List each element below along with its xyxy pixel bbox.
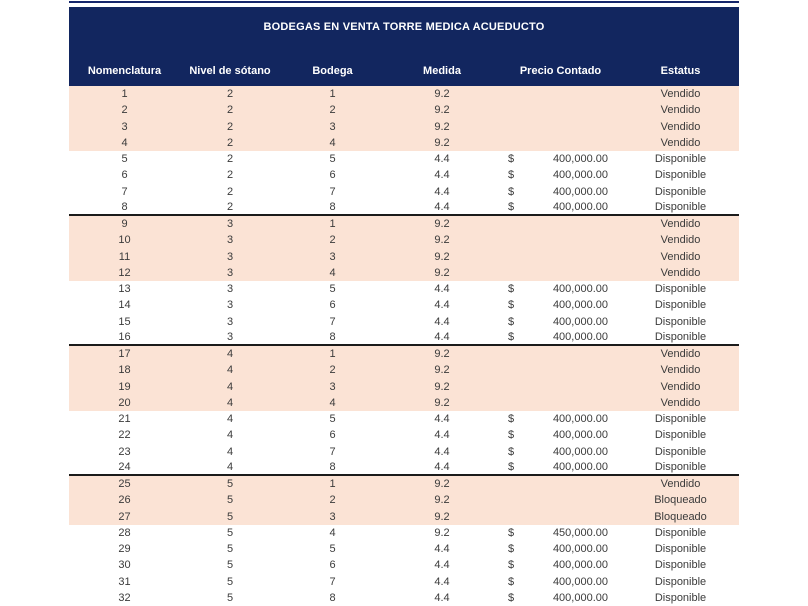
table-row: [69, 249, 739, 265]
table-row: [69, 86, 739, 102]
table-row: [69, 314, 739, 330]
cell-medida: 9.2: [434, 120, 450, 133]
cell-precio-contado: [499, 592, 622, 604]
cell-bodega: 6: [329, 299, 336, 312]
cell-medida: 4.4: [434, 283, 450, 296]
cell-nomenclatura: 32: [118, 591, 131, 604]
cell-nomenclatura: 10: [118, 234, 131, 247]
currency-symbol: $: [508, 575, 515, 588]
currency-symbol: $: [508, 315, 515, 328]
cell-nomenclatura: 18: [118, 364, 131, 377]
price-amount: 400,000.00: [552, 575, 608, 588]
cell-nivel: 4: [226, 380, 234, 393]
cell-estatus: Disponible: [654, 591, 707, 604]
cell-nivel: 3: [226, 315, 234, 328]
cell-nomenclatura: 11: [118, 250, 131, 263]
cell-nomenclatura: 4: [121, 136, 128, 149]
cell-nomenclatura: 14: [118, 299, 131, 312]
column-header-precio-contado: Precio Contado: [519, 65, 602, 77]
cell-estatus: Vendido: [660, 250, 701, 263]
table-row: [69, 460, 739, 476]
table-row: [69, 216, 739, 232]
cell-nivel: 5: [226, 591, 234, 604]
cell-bodega: 8: [329, 591, 336, 604]
table-row: [69, 509, 739, 525]
cell-bodega: 7: [329, 315, 336, 328]
cell-bodega: 2: [329, 364, 336, 377]
cell-estatus: Vendido: [660, 136, 701, 149]
currency-symbol: $: [508, 543, 515, 556]
cell-nomenclatura: 1: [121, 88, 128, 101]
cell-bodega: 8: [329, 460, 336, 473]
cell-nivel: 4: [226, 364, 234, 377]
cell-medida: 4.4: [434, 543, 450, 556]
currency-symbol: $: [508, 153, 515, 166]
cell-precio-contado: [499, 576, 622, 588]
cell-estatus: Bloqueado: [654, 510, 707, 523]
cell-estatus: Disponible: [654, 185, 707, 198]
cell-nivel: 3: [226, 299, 234, 312]
currency-symbol: $: [508, 283, 515, 296]
cell-precio-contado: [499, 186, 622, 198]
cell-estatus: Vendido: [660, 234, 701, 247]
currency-symbol: $: [508, 559, 515, 572]
cell-precio-contado: [499, 316, 622, 328]
table-row: [69, 557, 739, 573]
table-header: [69, 7, 739, 86]
cell-precio-contado: [499, 446, 622, 458]
price-amount: 400,000.00: [552, 315, 608, 328]
cell-estatus: Vendido: [660, 364, 701, 377]
cell-nivel: 2: [226, 169, 234, 182]
price-amount: 400,000.00: [552, 200, 608, 213]
price-amount: 400,000.00: [552, 543, 608, 556]
cell-nomenclatura: 28: [118, 526, 131, 539]
cell-estatus: Vendido: [660, 88, 701, 101]
cell-medida: 9.2: [434, 478, 450, 491]
table-row: [69, 167, 739, 183]
cell-medida: 4.4: [434, 413, 450, 426]
currency-symbol: $: [508, 526, 515, 539]
price-amount: 400,000.00: [552, 429, 608, 442]
cell-nomenclatura: 23: [118, 445, 131, 458]
cell-estatus: Vendido: [660, 104, 701, 117]
cell-medida: 9.2: [434, 526, 450, 539]
column-header-medida: Medida: [423, 65, 461, 77]
price-amount: 400,000.00: [552, 299, 608, 312]
cell-bodega: 6: [329, 559, 336, 572]
cell-precio-contado: [499, 527, 622, 539]
cell-nivel: 3: [226, 250, 234, 263]
cell-estatus: Disponible: [654, 315, 707, 328]
cell-estatus: Disponible: [654, 153, 707, 166]
price-amount: 400,000.00: [552, 559, 608, 572]
cell-bodega: 4: [329, 136, 336, 149]
price-amount: 400,000.00: [552, 169, 608, 182]
cell-estatus: Disponible: [654, 429, 707, 442]
cell-nivel: 2: [226, 153, 234, 166]
cell-bodega: 2: [329, 234, 336, 247]
cell-bodega: 3: [329, 510, 336, 523]
column-header-bodega: Bodega: [312, 65, 353, 77]
table-row: [69, 379, 739, 395]
price-amount: 400,000.00: [552, 460, 608, 473]
column-header-nivel-de-sotano: Nivel de sótano: [189, 65, 271, 77]
cell-nomenclatura: 3: [121, 120, 128, 133]
cell-bodega: 7: [329, 445, 336, 458]
cell-precio-contado: [499, 201, 622, 213]
currency-symbol: $: [508, 460, 515, 473]
cell-medida: 9.2: [434, 494, 450, 507]
cell-estatus: Disponible: [654, 575, 707, 588]
table-row: [69, 102, 739, 118]
cell-nivel: 5: [226, 494, 234, 507]
cell-medida: 9.2: [434, 266, 450, 279]
cell-medida: 9.2: [434, 380, 450, 393]
cell-nomenclatura: 8: [121, 200, 128, 213]
currency-symbol: $: [508, 299, 515, 312]
cell-bodega: 1: [329, 348, 336, 361]
table-row: [69, 232, 739, 248]
cell-nivel: 5: [226, 543, 234, 556]
price-amount: 400,000.00: [552, 413, 608, 426]
cell-estatus: Vendido: [660, 348, 701, 361]
currency-symbol: $: [508, 330, 515, 343]
cell-estatus: Disponible: [654, 460, 707, 473]
table-row: [69, 297, 739, 313]
cell-precio-contado: [499, 461, 622, 473]
cell-nivel: 2: [226, 104, 234, 117]
currency-symbol: $: [508, 200, 515, 213]
cell-medida: 4.4: [434, 460, 450, 473]
table-row: [69, 362, 739, 378]
bodegas-table: [69, 0, 739, 606]
table-row: [69, 476, 739, 492]
cell-nomenclatura: 22: [118, 429, 131, 442]
cell-estatus: Disponible: [654, 169, 707, 182]
cell-precio-contado: [499, 169, 622, 181]
cell-medida: 4.4: [434, 575, 450, 588]
cell-bodega: 1: [329, 478, 336, 491]
price-amount: 400,000.00: [552, 591, 608, 604]
cell-estatus: Bloqueado: [654, 494, 707, 507]
cell-medida: 4.4: [434, 315, 450, 328]
cell-nivel: 3: [226, 234, 234, 247]
cell-nivel: 5: [226, 510, 234, 523]
table-row: [69, 574, 739, 590]
cell-bodega: 5: [329, 413, 336, 426]
cell-nomenclatura: 20: [118, 396, 131, 409]
cell-medida: 9.2: [434, 104, 450, 117]
cell-precio-contado: [499, 413, 622, 425]
cell-medida: 9.2: [434, 250, 450, 263]
cell-nomenclatura: 31: [118, 575, 131, 588]
cell-nivel: 4: [226, 413, 234, 426]
cell-nomenclatura: 26: [118, 494, 131, 507]
cell-nivel: 2: [226, 120, 234, 133]
cell-medida: 4.4: [434, 185, 450, 198]
table-title: BODEGAS EN VENTA TORRE MEDICA ACUEDUCTO: [263, 21, 545, 33]
cell-medida: 4.4: [434, 200, 450, 213]
cell-bodega: 3: [329, 250, 336, 263]
table-row: [69, 184, 739, 200]
column-header-nomenclatura: Nomenclatura: [87, 65, 162, 77]
currency-symbol: $: [508, 185, 515, 198]
cell-precio-contado: [499, 299, 622, 311]
cell-nomenclatura: 27: [118, 510, 131, 523]
cell-bodega: 2: [329, 494, 336, 507]
currency-symbol: $: [508, 413, 515, 426]
cell-nivel: 3: [226, 330, 234, 343]
cell-nivel: 2: [226, 185, 234, 198]
cell-bodega: 7: [329, 185, 336, 198]
cell-nomenclatura: 30: [118, 559, 131, 572]
cell-medida: 9.2: [434, 396, 450, 409]
price-amount: 400,000.00: [552, 185, 608, 198]
cell-bodega: 6: [329, 169, 336, 182]
table-row: [69, 590, 739, 606]
top-border-rule: [69, 1, 739, 3]
cell-estatus: Vendido: [660, 396, 701, 409]
cell-estatus: Vendido: [660, 266, 701, 279]
cell-bodega: 8: [329, 200, 336, 213]
cell-medida: 4.4: [434, 559, 450, 572]
cell-bodega: 5: [329, 283, 336, 296]
column-header-estatus: Estatus: [660, 65, 701, 77]
table-row: [69, 200, 739, 216]
cell-nivel: 2: [226, 200, 234, 213]
cell-bodega: 1: [329, 88, 336, 101]
cell-nomenclatura: 6: [121, 169, 128, 182]
cell-bodega: 8: [329, 330, 336, 343]
cell-medida: 4.4: [434, 330, 450, 343]
cell-bodega: 4: [329, 526, 336, 539]
cell-medida: 9.2: [434, 510, 450, 523]
cell-nivel: 5: [226, 526, 234, 539]
table-row: [69, 411, 739, 427]
cell-estatus: Disponible: [654, 283, 707, 296]
price-amount: 400,000.00: [552, 153, 608, 166]
cell-precio-contado: [499, 543, 622, 555]
cell-bodega: 5: [329, 153, 336, 166]
currency-symbol: $: [508, 445, 515, 458]
cell-nomenclatura: 5: [121, 153, 128, 166]
cell-nomenclatura: 15: [118, 315, 131, 328]
cell-estatus: Vendido: [660, 478, 701, 491]
cell-nivel: 5: [226, 559, 234, 572]
price-amount: 400,000.00: [552, 330, 608, 343]
cell-medida: 4.4: [434, 169, 450, 182]
table-row: [69, 151, 739, 167]
cell-medida: 4.4: [434, 591, 450, 604]
table-row: [69, 427, 739, 443]
cell-medida: 4.4: [434, 153, 450, 166]
cell-estatus: Disponible: [654, 413, 707, 426]
cell-estatus: Vendido: [660, 380, 701, 393]
table-row: [69, 330, 739, 346]
cell-estatus: Disponible: [654, 445, 707, 458]
cell-nomenclatura: 25: [118, 478, 131, 491]
price-amount: 400,000.00: [552, 445, 608, 458]
cell-bodega: 5: [329, 543, 336, 556]
cell-medida: 9.2: [434, 218, 450, 231]
table-row: [69, 265, 739, 281]
cell-nivel: 3: [226, 266, 234, 279]
cell-precio-contado: [499, 429, 622, 441]
cell-estatus: Vendido: [660, 120, 701, 133]
cell-nivel: 4: [226, 445, 234, 458]
cell-precio-contado: [499, 153, 622, 165]
price-amount: 400,000.00: [552, 283, 608, 296]
table-row: [69, 444, 739, 460]
cell-nomenclatura: 7: [121, 185, 128, 198]
cell-estatus: Disponible: [654, 299, 707, 312]
cell-nivel: 5: [226, 575, 234, 588]
cell-medida: 9.2: [434, 234, 450, 247]
cell-nomenclatura: 29: [118, 543, 131, 556]
cell-bodega: 3: [329, 120, 336, 133]
currency-symbol: $: [508, 169, 515, 182]
cell-precio-contado: [499, 283, 622, 295]
cell-bodega: 7: [329, 575, 336, 588]
table-row: [69, 135, 739, 151]
table-row: [69, 525, 739, 541]
cell-nivel: 3: [226, 218, 234, 231]
cell-medida: 9.2: [434, 364, 450, 377]
cell-nivel: 2: [226, 88, 234, 101]
cell-nomenclatura: 19: [118, 380, 131, 393]
currency-symbol: $: [508, 429, 515, 442]
table-row: [69, 395, 739, 411]
cell-nivel: 4: [226, 348, 234, 361]
cell-nivel: 5: [226, 478, 234, 491]
cell-nomenclatura: 12: [118, 266, 131, 279]
table-row: [69, 541, 739, 557]
cell-bodega: 4: [329, 266, 336, 279]
cell-precio-contado: [499, 331, 622, 343]
cell-nomenclatura: 16: [118, 330, 131, 343]
cell-nivel: 3: [226, 283, 234, 296]
cell-nivel: 4: [226, 396, 234, 409]
cell-nivel: 2: [226, 136, 234, 149]
cell-nomenclatura: 21: [118, 413, 131, 426]
column-header-row: [69, 65, 739, 77]
cell-medida: 9.2: [434, 88, 450, 101]
cell-nomenclatura: 17: [118, 348, 131, 361]
cell-nomenclatura: 24: [118, 460, 131, 473]
cell-medida: 4.4: [434, 445, 450, 458]
table-body: [69, 86, 739, 606]
table-row: [69, 119, 739, 135]
cell-medida: 4.4: [434, 429, 450, 442]
table-row: [69, 492, 739, 508]
cell-estatus: Disponible: [654, 200, 707, 213]
cell-nomenclatura: 2: [121, 104, 128, 117]
cell-medida: 4.4: [434, 299, 450, 312]
cell-bodega: 2: [329, 104, 336, 117]
cell-estatus: Disponible: [654, 543, 707, 556]
cell-nivel: 4: [226, 429, 234, 442]
cell-bodega: 4: [329, 396, 336, 409]
cell-nomenclatura: 9: [121, 218, 128, 231]
cell-estatus: Disponible: [654, 559, 707, 572]
currency-symbol: $: [508, 591, 515, 604]
cell-nivel: 4: [226, 460, 234, 473]
table-row: [69, 281, 739, 297]
cell-estatus: Disponible: [654, 330, 707, 343]
cell-nomenclatura: 13: [118, 283, 131, 296]
cell-estatus: Vendido: [660, 218, 701, 231]
cell-medida: 9.2: [434, 136, 450, 149]
cell-medida: 9.2: [434, 348, 450, 361]
cell-estatus: Disponible: [654, 526, 707, 539]
table-row: [69, 346, 739, 362]
cell-bodega: 3: [329, 380, 336, 393]
price-amount: 450,000.00: [552, 526, 608, 539]
cell-bodega: 1: [329, 218, 336, 231]
cell-bodega: 6: [329, 429, 336, 442]
cell-precio-contado: [499, 559, 622, 571]
